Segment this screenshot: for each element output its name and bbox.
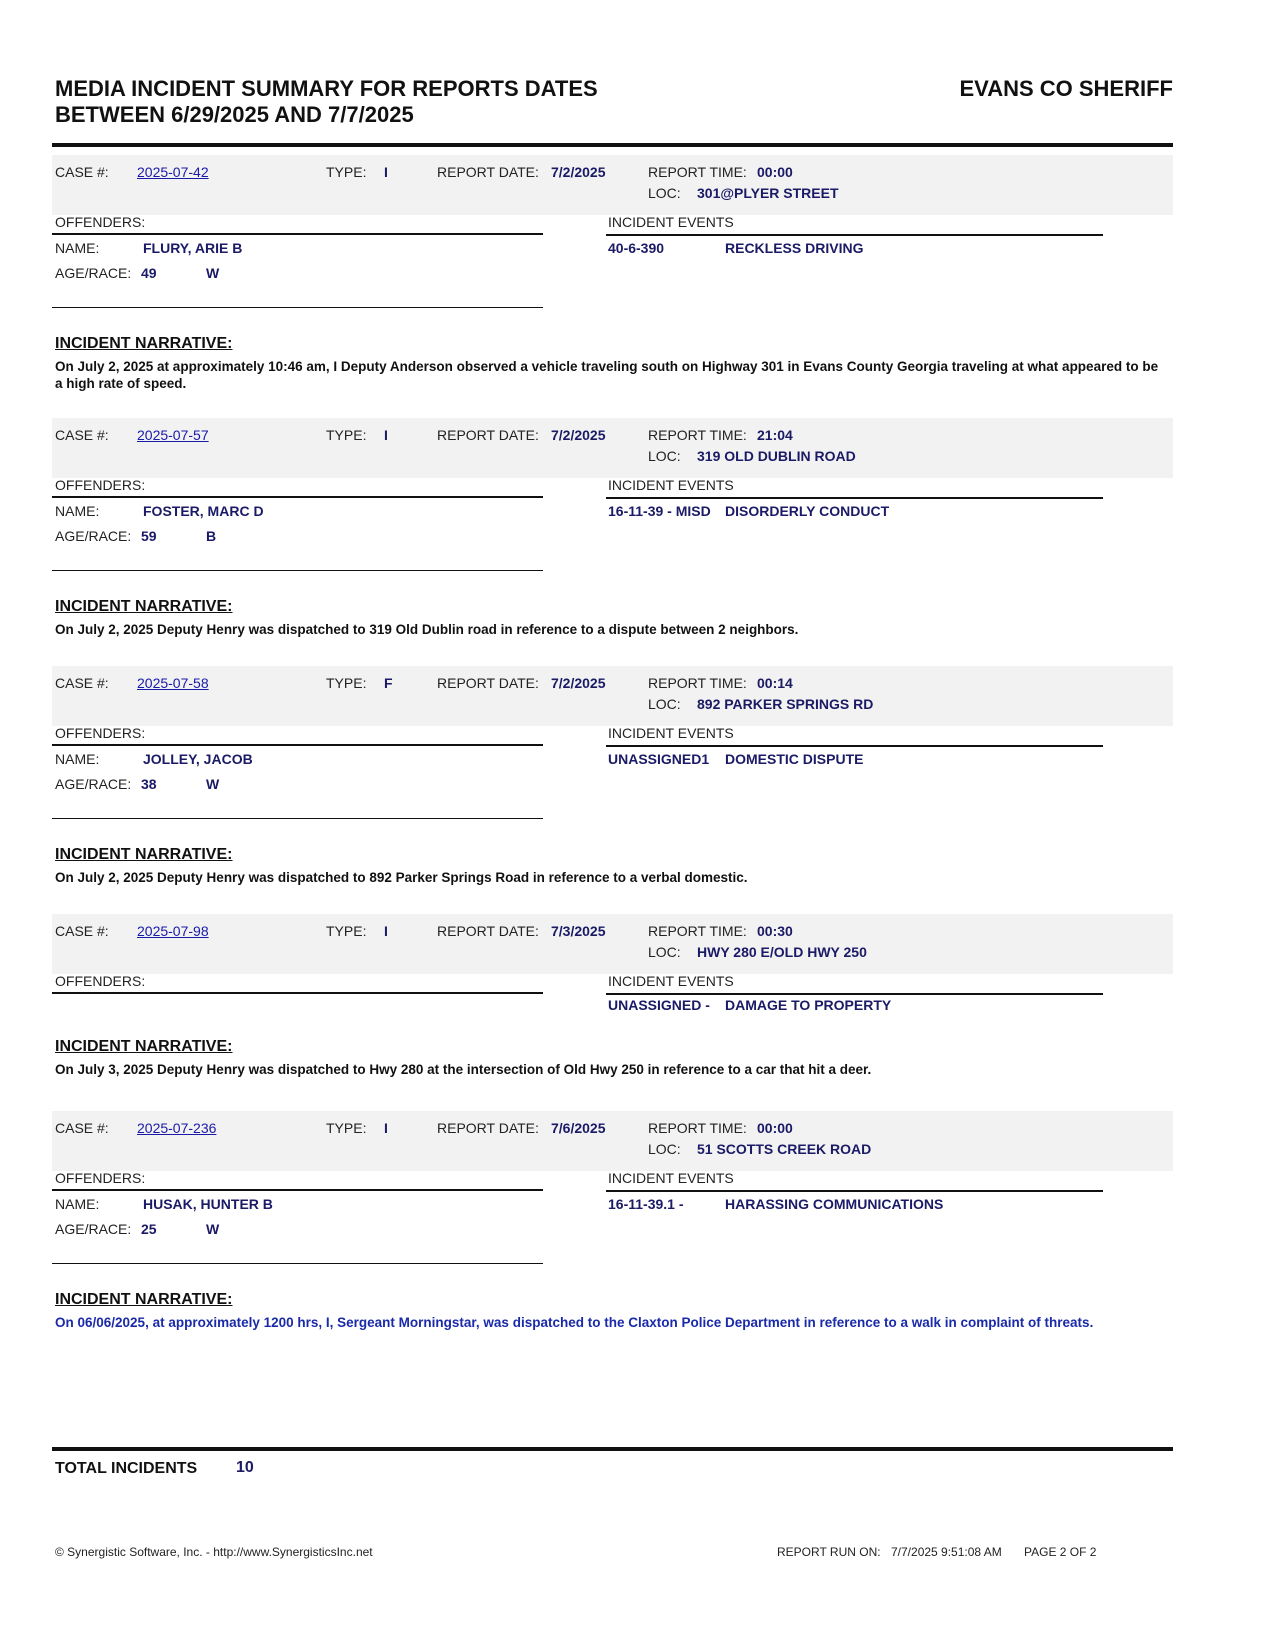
report-time-label: REPORT TIME: [648, 427, 747, 443]
report-date-label: REPORT DATE: [437, 923, 539, 939]
case-label: CASE #: [55, 164, 109, 180]
offender-age: 59 [141, 528, 157, 544]
total-incidents-value: 10 [236, 1459, 254, 1476]
report-run-value: 7/7/2025 9:51:08 AM [891, 1545, 1002, 1559]
name-label: NAME: [55, 1196, 100, 1212]
incident-events-label: INCIDENT EVENTS [608, 973, 734, 989]
narrative-heading: INCIDENT NARRATIVE: [55, 846, 233, 863]
report-date-label: REPORT DATE: [437, 427, 539, 443]
case-label: CASE #: [55, 675, 109, 691]
incident-events-label: INCIDENT EVENTS [608, 1170, 734, 1186]
report-run-label: REPORT RUN ON: [777, 1545, 881, 1559]
offender-end-line [52, 818, 543, 819]
total-divider [52, 1447, 1173, 1451]
offender-end-line [52, 570, 543, 571]
report-time-value: 00:14 [757, 675, 793, 691]
age-race-label: AGE/RACE: [55, 776, 132, 792]
event-code: 40-6-390 [608, 240, 665, 256]
loc-value: 301@PLYER STREET [697, 185, 839, 201]
type-label: TYPE: [326, 427, 367, 443]
narrative-heading: INCIDENT NARRATIVE: [55, 1038, 233, 1055]
event-description: DISORDERLY CONDUCT [725, 503, 890, 519]
report-title: MEDIA INCIDENT SUMMARY FOR REPORTS DATES BETWEEN 6/29/2025 AND 7/7/2025 [55, 76, 598, 127]
age-race-label: AGE/RACE: [55, 528, 132, 544]
header-divider [52, 143, 1173, 147]
loc-value: HWY 280 E/OLD HWY 250 [697, 944, 867, 960]
narrative-text: On July 2, 2025 Deputy Henry was dispatched to 319 Old Dublin road in reference to a dispute between 2 neighbors. [55, 622, 799, 637]
case-number-link[interactable]: 2025-07-58 [137, 675, 209, 691]
report-date-value: 7/2/2025 [551, 164, 606, 180]
type-value: I [384, 1120, 388, 1136]
case-number-link[interactable]: 2025-07-98 [137, 923, 209, 939]
loc-label: LOC: [648, 1141, 681, 1157]
event-code: 16-11-39 - MISD [608, 503, 711, 519]
total-incidents-label: TOTAL INCIDENTS [55, 1460, 198, 1477]
offender-name: FLURY, ARIE B [143, 240, 243, 256]
offenders-label: OFFENDERS: [55, 1170, 146, 1186]
offender-name: HUSAK, HUNTER B [143, 1196, 273, 1212]
narrative-text: On July 2, 2025 at approximately 10:46 am, I Deputy Anderson observed a vehicle traveling south on Highway 301 in Evans County Georgia traveling at what appeared to be a high rate of speed. [55, 359, 1159, 391]
age-race-label: AGE/RACE: [55, 1221, 132, 1237]
event-description: RECKLESS DRIVING [725, 240, 864, 256]
incident-events-label: INCIDENT EVENTS [608, 477, 734, 493]
offender-age: 25 [141, 1221, 157, 1237]
offender-name: JOLLEY, JACOB [143, 751, 253, 767]
case-header-band [52, 1111, 1173, 1171]
report-date-value: 7/3/2025 [551, 923, 606, 939]
event-description: HARASSING COMMUNICATIONS [725, 1196, 944, 1212]
case-label: CASE #: [55, 923, 109, 939]
report-time-value: 21:04 [757, 427, 793, 443]
report-time-label: REPORT TIME: [648, 675, 747, 691]
offender-end-line [52, 1263, 543, 1264]
offenders-underline [52, 744, 543, 746]
report-date-label: REPORT DATE: [437, 1120, 539, 1136]
narrative-text: On July 3, 2025 Deputy Henry was dispatched to Hwy 280 at the intersection of Old Hwy 250 in reference to a car that hit a deer. [55, 1062, 872, 1077]
report-date-label: REPORT DATE: [437, 164, 539, 180]
offenders-underline [52, 992, 543, 994]
offender-age: 38 [141, 776, 157, 792]
narrative-heading: INCIDENT NARRATIVE: [55, 1291, 233, 1308]
report-time-value: 00:30 [757, 923, 793, 939]
offenders-underline [52, 233, 543, 235]
narrative-text: On 06/06/2025, at approximately 1200 hrs, I, Sergeant Morningstar, was dispatched to the Claxton Police Department in reference to a walk in complaint of threats. [55, 1315, 1094, 1330]
events-underline [606, 745, 1103, 747]
report-date-value: 7/2/2025 [551, 427, 606, 443]
events-underline [606, 1190, 1103, 1192]
report-date-value: 7/6/2025 [551, 1120, 606, 1136]
offenders-underline [52, 1189, 543, 1191]
case-label: CASE #: [55, 427, 109, 443]
loc-value: 51 SCOTTS CREEK ROAD [697, 1141, 872, 1157]
case-label: CASE #: [55, 1120, 109, 1136]
offenders-label: OFFENDERS: [55, 214, 146, 230]
event-description: DOMESTIC DISPUTE [725, 751, 864, 767]
offender-race: W [206, 776, 220, 792]
loc-value: 892 PARKER SPRINGS RD [697, 696, 874, 712]
offenders-label: OFFENDERS: [55, 973, 146, 989]
incident-events-label: INCIDENT EVENTS [608, 214, 734, 230]
offenders-label: OFFENDERS: [55, 477, 146, 493]
event-code: UNASSIGNED - [608, 997, 710, 1013]
name-label: NAME: [55, 240, 100, 256]
offender-name: FOSTER, MARC D [143, 503, 264, 519]
event-description: DAMAGE TO PROPERTY [725, 997, 892, 1013]
loc-value: 319 OLD DUBLIN ROAD [697, 448, 856, 464]
offender-race: W [206, 1221, 220, 1237]
type-label: TYPE: [326, 164, 367, 180]
agency-name: EVANS CO SHERIFF [959, 76, 1173, 101]
age-race-label: AGE/RACE: [55, 265, 132, 281]
type-value: I [384, 427, 388, 443]
copyright-text: © Synergistic Software, Inc. - http://www.SynergisticsInc.net [55, 1545, 373, 1559]
case-header-band [52, 418, 1173, 478]
report-time-label: REPORT TIME: [648, 1120, 747, 1136]
offender-race: W [206, 265, 220, 281]
type-value: I [384, 923, 388, 939]
loc-label: LOC: [648, 944, 681, 960]
offender-age: 49 [141, 265, 157, 281]
report-date-value: 7/2/2025 [551, 675, 606, 691]
incident-events-label: INCIDENT EVENTS [608, 725, 734, 741]
page-number: PAGE 2 OF 2 [1024, 1545, 1097, 1559]
event-code: UNASSIGNED1 [608, 751, 710, 767]
case-number-link[interactable]: 2025-07-42 [137, 164, 209, 180]
offender-end-line [52, 307, 543, 308]
name-label: NAME: [55, 751, 100, 767]
report-date-label: REPORT DATE: [437, 675, 539, 691]
type-label: TYPE: [326, 923, 367, 939]
loc-label: LOC: [648, 696, 681, 712]
name-label: NAME: [55, 503, 100, 519]
case-number-link[interactable]: 2025-07-57 [137, 427, 209, 443]
events-underline [606, 993, 1103, 995]
event-code: 16-11-39.1 - [608, 1196, 684, 1212]
case-header-band [52, 155, 1173, 215]
loc-label: LOC: [648, 185, 681, 201]
type-label: TYPE: [326, 1120, 367, 1136]
type-label: TYPE: [326, 675, 367, 691]
report-time-label: REPORT TIME: [648, 923, 747, 939]
type-value: I [384, 164, 388, 180]
report-time-value: 00:00 [757, 164, 793, 180]
events-underline [606, 497, 1103, 499]
report-time-value: 00:00 [757, 1120, 793, 1136]
events-underline [606, 234, 1103, 236]
case-header-band [52, 914, 1173, 974]
loc-label: LOC: [648, 448, 681, 464]
offenders-underline [52, 496, 543, 498]
offender-race: B [206, 528, 217, 544]
case-header-band [52, 666, 1173, 726]
case-number-link[interactable]: 2025-07-236 [137, 1120, 217, 1136]
report-time-label: REPORT TIME: [648, 164, 747, 180]
offenders-label: OFFENDERS: [55, 725, 146, 741]
type-value: F [384, 675, 393, 691]
narrative-heading: INCIDENT NARRATIVE: [55, 598, 233, 615]
narrative-heading: INCIDENT NARRATIVE: [55, 335, 233, 352]
narrative-text: On July 2, 2025 Deputy Henry was dispatched to 892 Parker Springs Road in reference to a verbal domestic. [55, 870, 748, 885]
